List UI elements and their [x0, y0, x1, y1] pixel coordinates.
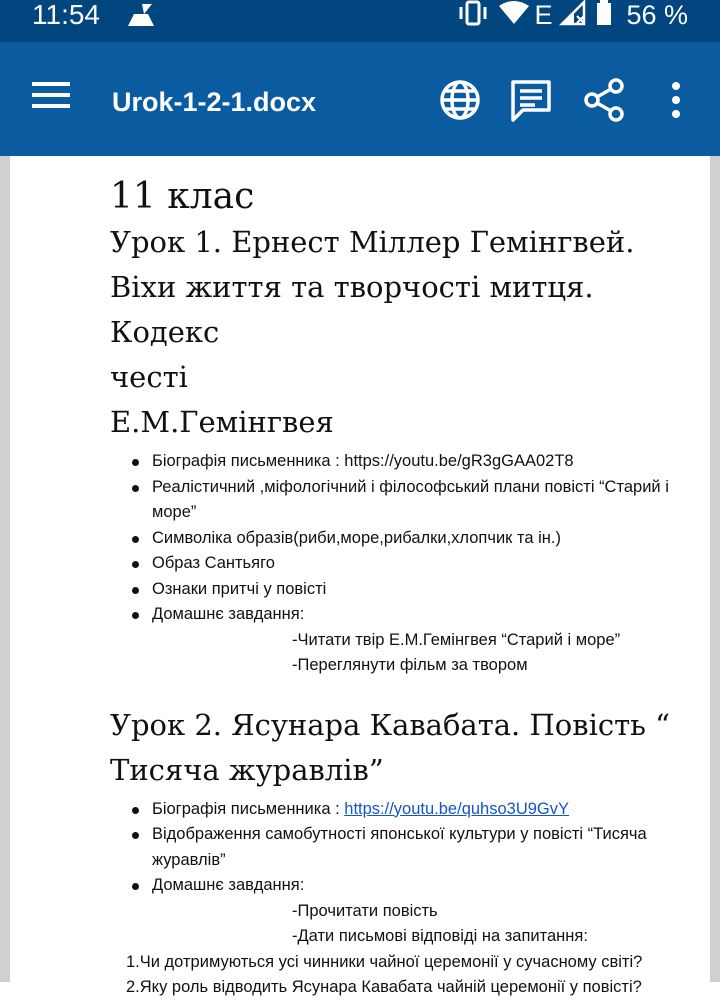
- comments-icon[interactable]: [509, 78, 553, 122]
- homework-item: -Прочитати повість: [292, 901, 438, 920]
- class-heading: 11 клас: [110, 176, 255, 217]
- document-title: Urok-1-2-1.docx: [112, 87, 317, 117]
- list-item: Домашнє завдання:: [132, 873, 700, 899]
- vibrate-icon: [456, 0, 490, 31]
- lesson1-title-line: честі: [110, 360, 188, 394]
- lesson2-topic-list: [132, 797, 700, 899]
- homework-item: -Переглянути фільм за твором: [292, 656, 528, 674]
- list-item: Реалістичний ,міфологічний і філософський плани повісті “Старий і море”: [132, 475, 700, 526]
- homework-item: -Читати твір Е.М.Гемінгвея “Старий і море”: [292, 630, 621, 649]
- more-vert-icon[interactable]: [654, 78, 698, 122]
- broom-icon: [124, 2, 158, 33]
- status-bar: [0, 0, 720, 42]
- lesson2-title-line: Урок 2. Ясунара Кавабата. Повість “: [110, 707, 670, 742]
- cell-signal-icon: [560, 0, 588, 31]
- document-viewport[interactable]: [0, 156, 720, 996]
- wifi-icon: [498, 0, 530, 31]
- globe-icon[interactable]: [438, 78, 482, 122]
- list-item: [132, 797, 700, 823]
- lesson2-title-line: Тисяча журавлів”: [110, 752, 384, 787]
- list-item: Біографія письменника : https://youtu.be/gR3gGAA02T8: [132, 449, 700, 475]
- list-item: Образ Сантьяго: [132, 551, 700, 577]
- list-item: Символіка образів(риби,море,рибалки,хлопчик та ін.): [132, 526, 700, 552]
- list-item: Домашнє завдання:: [132, 602, 700, 628]
- lesson1-title-line: Урок 1. Ернест Міллер Гемінгвей.: [110, 225, 635, 259]
- list-item: Відображення самобутності японської культури у повісті “Тисяча журавлів”: [132, 822, 700, 873]
- status-time: 11:54: [32, 0, 100, 30]
- battery-percent: 56 %: [626, 0, 688, 30]
- document-content: [110, 174, 700, 1001]
- menu-icon[interactable]: [32, 80, 80, 120]
- homework-item: -Дати письмові відповіді на запитання:: [292, 927, 588, 945]
- biography-link[interactable]: https://youtu.be/quhso3U9GvY: [344, 799, 570, 818]
- network-type-label: E: [534, 0, 553, 30]
- battery-icon: [596, 0, 612, 31]
- lesson1-title-line: Віхи життя та творчості митця. Кодекс: [110, 270, 594, 349]
- lesson1-topic-list: [132, 449, 700, 628]
- question-item: 1.Чи дотримуються усі чинники чайної церемонії у сучасному світі?: [126, 952, 643, 971]
- bio-prefix: Біографія письменника :: [152, 799, 345, 818]
- app-toolbar: [0, 42, 720, 156]
- list-item: Ознаки притчі у повісті: [132, 577, 700, 603]
- share-icon[interactable]: [582, 78, 626, 122]
- lesson1-title-line: Е.М.Гемінгвея: [110, 405, 334, 439]
- document-page[interactable]: [10, 156, 710, 996]
- question-item: 2.Яку роль відводить Ясунара Кавабата чайній церемонії у повісті?: [126, 978, 642, 996]
